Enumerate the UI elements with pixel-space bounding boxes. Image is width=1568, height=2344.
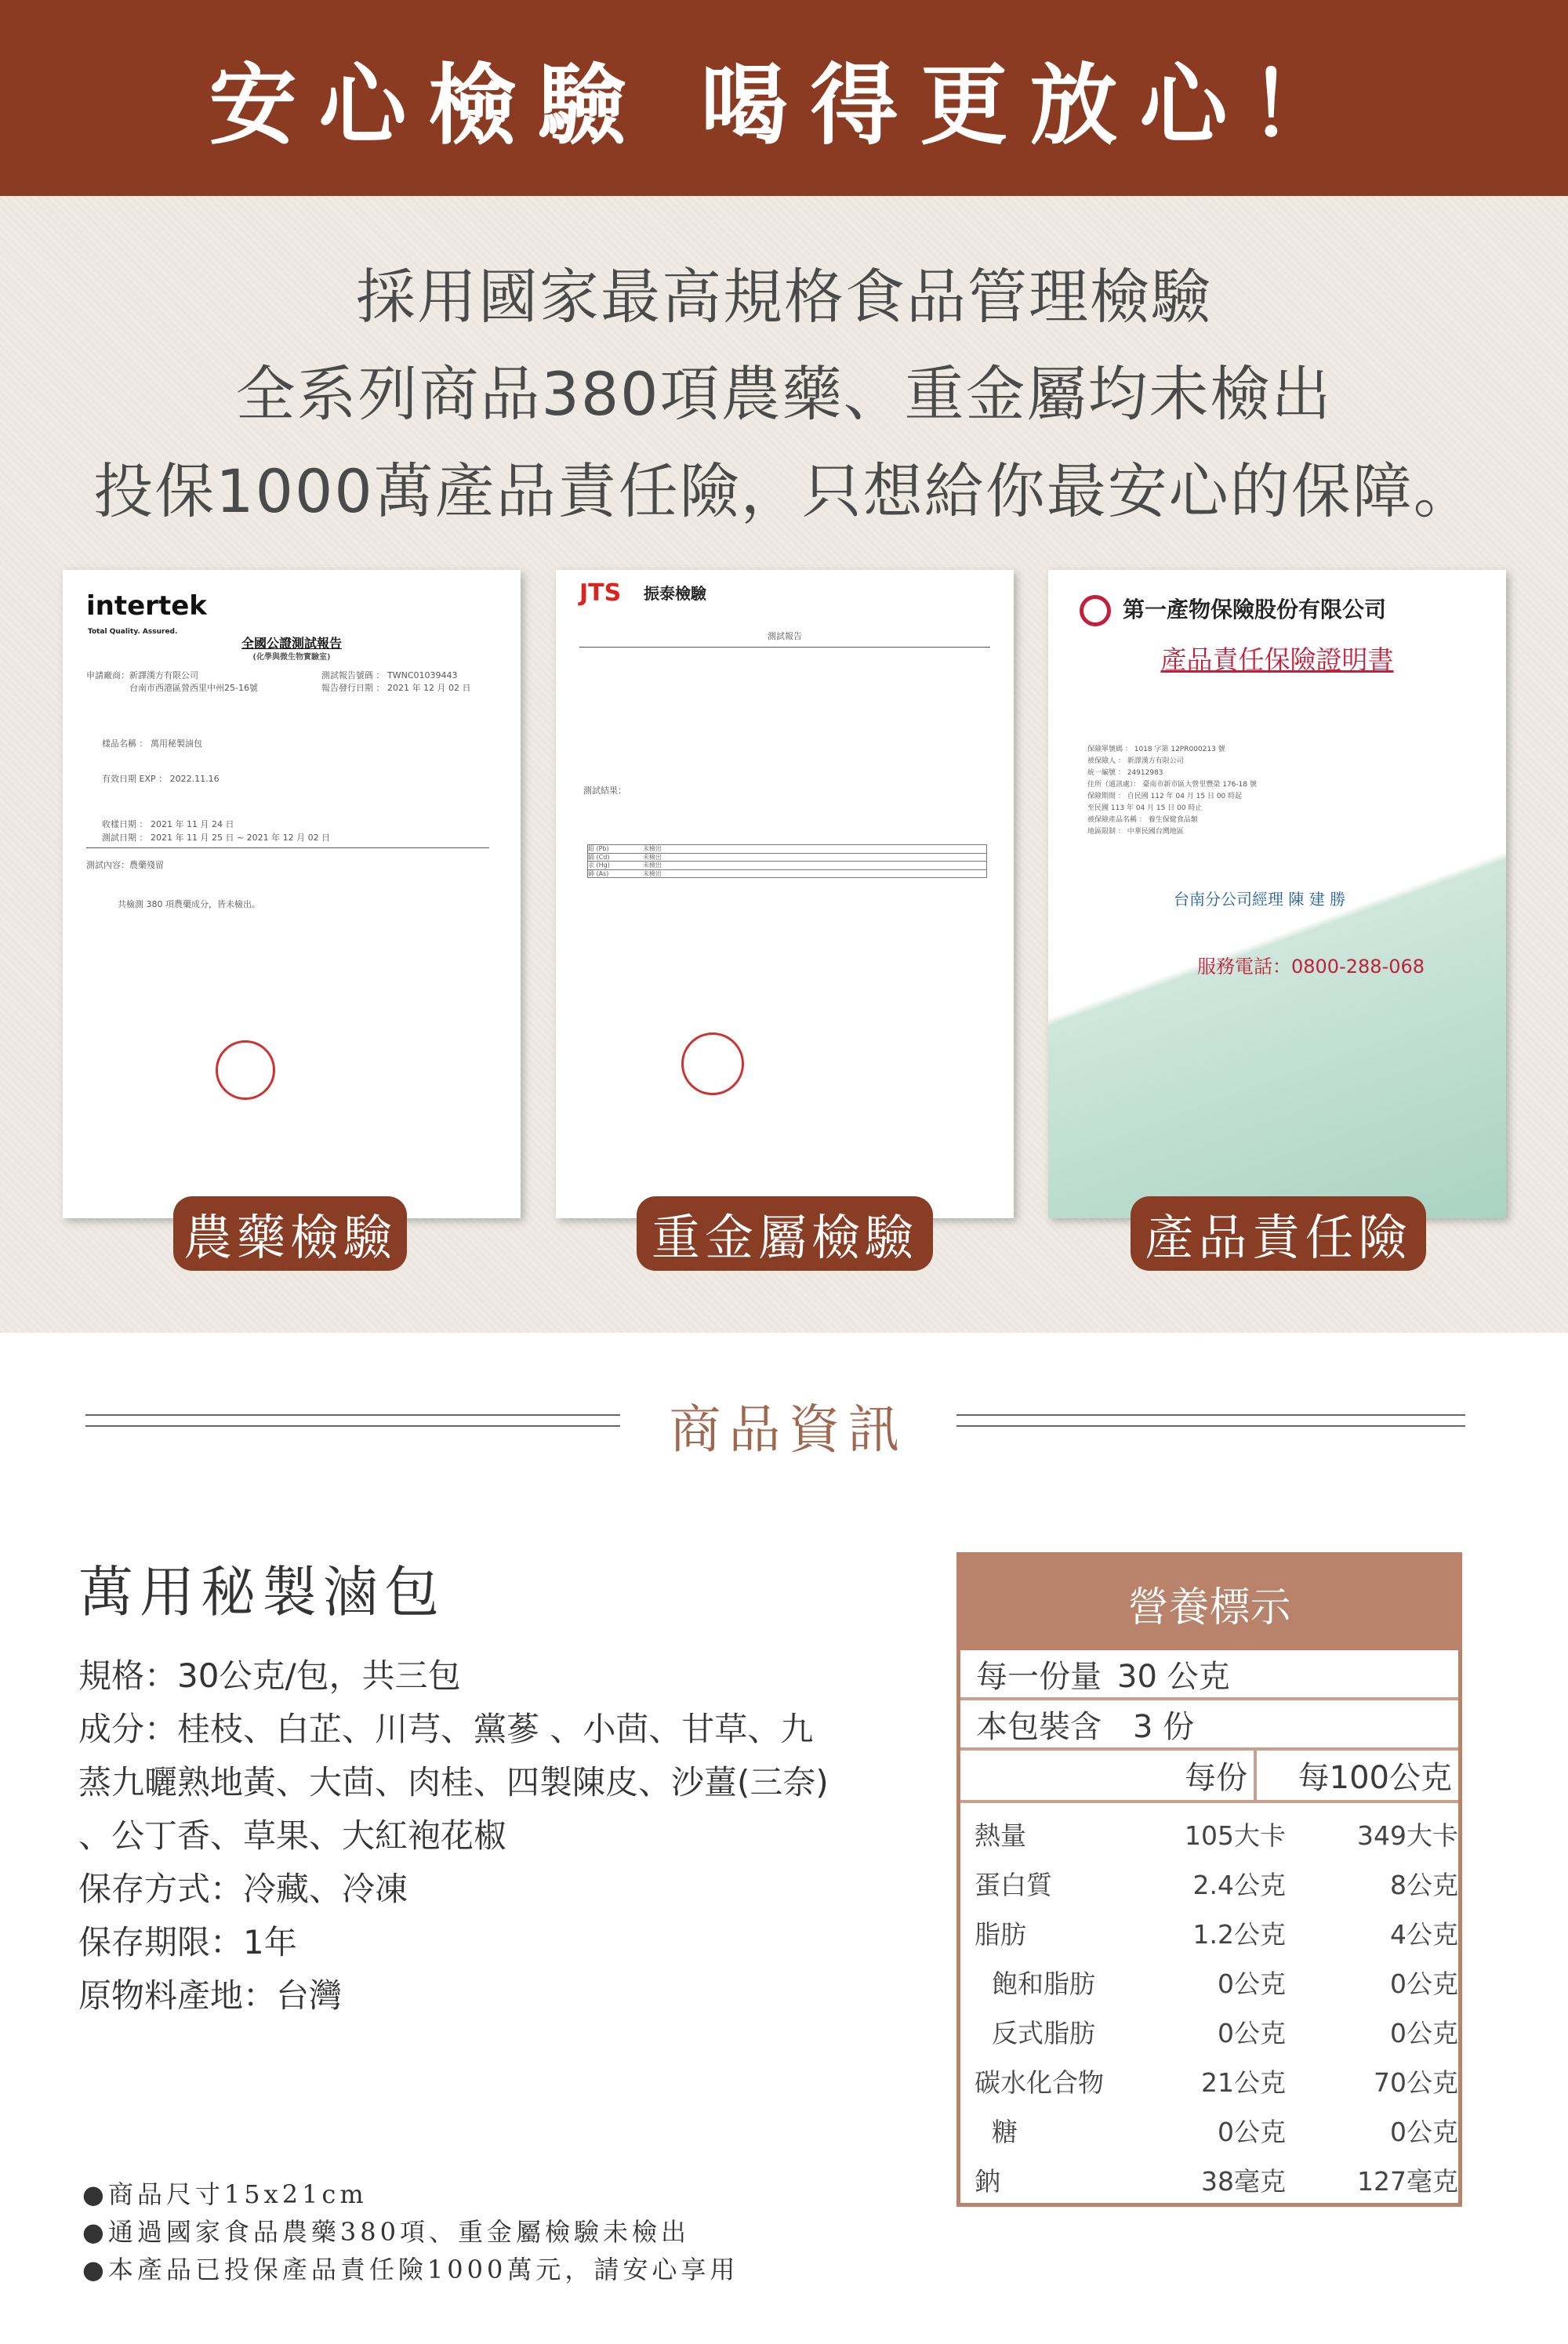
nutrition-column-headers bbox=[960, 1751, 1458, 1803]
insured-product: 被保險產品名稱 ： 養生保健食品類 bbox=[1087, 816, 1198, 824]
nutrition-row bbox=[960, 1859, 1458, 1908]
per-100g-value: 349大卡 bbox=[1357, 1820, 1458, 1851]
policy-details bbox=[1087, 744, 1257, 838]
seal-stamp bbox=[681, 1032, 744, 1095]
issue-date: 報告發行日期 ： 2021 年 12 月 02 日 bbox=[321, 683, 471, 693]
spec-shelf-life: 保存期限：1年 bbox=[78, 1923, 297, 1961]
jts-company: 振泰檢驗 bbox=[644, 584, 706, 603]
nutrient-name: 鈉 bbox=[975, 2166, 1000, 2197]
nutrition-row bbox=[960, 2056, 1458, 2106]
serving-size-row bbox=[960, 1650, 1458, 1700]
pack-value: 3 份 bbox=[1133, 1708, 1195, 1745]
bullet-size: ●商品尺寸15x21cm bbox=[82, 2179, 368, 2209]
nutrient-name: 脂肪 bbox=[975, 1919, 1026, 1950]
logo-tagline: Total Quality. Assured. bbox=[88, 628, 178, 636]
nutrition-row bbox=[960, 2106, 1458, 2155]
per-100g-value: 127毫克 bbox=[1357, 2166, 1458, 2197]
spec-ingredients-cont: 、公丁香、草果、大紅袍花椒 bbox=[78, 1816, 507, 1855]
spec-storage: 保存方式：冷藏、冷凍 bbox=[78, 1870, 408, 1908]
test-content: 測試內容：農藥殘留 bbox=[86, 860, 164, 870]
results-label: 測試結果： bbox=[583, 786, 626, 796]
claim-1: 採用國家最高規格食品管理檢驗 bbox=[356, 262, 1212, 332]
serving-value: 30 公克 bbox=[1117, 1658, 1230, 1695]
period-start: 保險期間 ： 自民國 112 年 04 月 15 日 00 時起 bbox=[1087, 793, 1243, 800]
pack-label: 本包裝含 bbox=[976, 1708, 1102, 1745]
jts-logo: JTS bbox=[579, 579, 622, 607]
nutrition-table bbox=[956, 1552, 1462, 2207]
per-serving-value: 38毫克 bbox=[1201, 2166, 1286, 2197]
per-serving-value: 2.4公克 bbox=[1192, 1870, 1286, 1900]
nutrient-name: 糖 bbox=[992, 2117, 1018, 2147]
applicant: 申請廠商：新譯漢方有限公司 bbox=[86, 670, 198, 680]
per-serving-value: 21公克 bbox=[1201, 2067, 1286, 2098]
seal-stamp bbox=[216, 1040, 275, 1100]
nutrition-row bbox=[960, 2007, 1458, 2056]
manager-signature: 台南分公司經理 陳 建 勝 bbox=[1174, 890, 1346, 909]
certificate-title: 產品責任保險證明書 bbox=[1160, 644, 1394, 675]
insurer-name: 第一產物保險股份有限公司 bbox=[1123, 597, 1387, 622]
nutrition-row bbox=[960, 2155, 1458, 2204]
claim-2: 全系列商品380項農藥、重金屬均未檢出 bbox=[235, 359, 1333, 429]
insured: 被保險人 ： 新譯漢方有限公司 bbox=[1087, 757, 1184, 765]
bullet-insured: ●本產品已投保產品責任險1000萬元，請安心享用 bbox=[82, 2255, 739, 2284]
claim-3: 投保1000萬產品責任險，只想給你最安心的保障。 bbox=[93, 456, 1475, 526]
intertek-logo: intertek bbox=[86, 590, 207, 622]
product-specs bbox=[78, 1649, 941, 2023]
per-100g-value: 70公克 bbox=[1374, 2067, 1458, 2098]
insurance-certificate bbox=[1048, 570, 1506, 1218]
badge-heavy-metal: 重金屬檢驗 bbox=[637, 1196, 933, 1271]
insured-address: 住所（通訊處）： 臺南市新市區大營里豐榮 176-18 號 bbox=[1087, 781, 1257, 789]
nutrition-row bbox=[960, 1809, 1458, 1859]
spec-origin: 原物料產地：台灣 bbox=[78, 1976, 343, 2015]
metal-result: 未檢出 bbox=[643, 845, 662, 852]
per-100g-value: 8公克 bbox=[1390, 1870, 1458, 1900]
report-number: 測試報告號碼 ： TWNC01039443 bbox=[321, 670, 458, 680]
nutrient-name: 蛋白質 bbox=[975, 1870, 1052, 1900]
metal-result: 未檢出 bbox=[643, 869, 662, 877]
per-serving-value: 0公克 bbox=[1218, 1968, 1286, 1999]
per-serving-value: 0公克 bbox=[1218, 2018, 1286, 2048]
insurer-logo-icon bbox=[1080, 595, 1111, 626]
period-end: 至民國 113 年 04 月 15 日 00 時止 bbox=[1087, 804, 1203, 812]
bullet-tested: ●通過國家食品農藥380項、重金屬檢驗未檢出 bbox=[82, 2217, 691, 2247]
nutrient-name: 飽和脂肪 bbox=[992, 1968, 1095, 1999]
report-title: 全國公證測試報告 bbox=[241, 636, 342, 651]
divider-right bbox=[956, 1414, 1465, 1427]
policy-number: 保險單號碼 ： 1018 字第 12PR000213 號 bbox=[1087, 746, 1225, 753]
nutrition-rows bbox=[960, 1803, 1458, 2204]
per-100g-value: 0公克 bbox=[1390, 2117, 1458, 2147]
per-serving-value: 0公克 bbox=[1218, 2117, 1286, 2147]
report-subtitle: (化學與微生物實驗室) bbox=[252, 653, 331, 662]
product-title: 萬用秘製滷包 bbox=[78, 1560, 445, 1624]
serving-label: 每一份量 bbox=[976, 1658, 1102, 1695]
per-100g-value: 0公克 bbox=[1390, 1968, 1458, 1999]
spec-ingredients: 成分：桂枝、白芷、川芎、黨蔘 、小茴、甘草、九 bbox=[78, 1710, 814, 1748]
servings-per-pack-row bbox=[960, 1700, 1458, 1751]
metal-result: 未檢出 bbox=[643, 862, 662, 869]
nutrition-row bbox=[960, 1908, 1458, 1958]
test-date: 測試日期 ： 2021 年 11 月 25 日 ~ 2021 年 12 月 02 日 bbox=[102, 833, 331, 843]
sample-name: 樣品名稱 ： 萬用秘製滷包 bbox=[102, 738, 202, 749]
receive-date: 收樣日期 ： 2021 年 11 月 24 日 bbox=[102, 819, 234, 829]
per-serving-value: 105大卡 bbox=[1185, 1820, 1286, 1851]
heavy-metal-report bbox=[556, 570, 1014, 1218]
metal-name: 汞 (Hg) bbox=[588, 862, 610, 869]
test-result: 共檢測 380 項農藥成分，皆未檢出。 bbox=[118, 899, 260, 909]
nutrition-row bbox=[960, 1958, 1458, 2007]
metal-name: 鎘 (Cd) bbox=[588, 853, 610, 861]
tax-id: 統一編號 ： 24912983 bbox=[1087, 769, 1163, 777]
spec-size: 規格：30公克/包，共三包 bbox=[78, 1656, 461, 1695]
region: 地區限制 ： 中華民國台灣地區 bbox=[1087, 828, 1184, 836]
col-per-serving: 每份 bbox=[960, 1751, 1257, 1800]
col-per-100g: 每100公克 bbox=[1298, 1760, 1452, 1796]
pesticide-report bbox=[63, 570, 521, 1218]
top-banner bbox=[0, 0, 1568, 196]
banner-title: 安心檢驗 喝得更放心！ bbox=[209, 53, 1359, 157]
divider-left bbox=[85, 1414, 620, 1427]
per-serving-value: 1.2公克 bbox=[1192, 1919, 1286, 1950]
metal-result: 未檢出 bbox=[643, 853, 662, 861]
address: 台南市西港區營西里中州25-16號 bbox=[129, 683, 258, 693]
nutrient-name: 熱量 bbox=[975, 1820, 1026, 1851]
service-phone: 服務電話：0800-288-068 bbox=[1197, 956, 1425, 978]
nutrient-name: 碳水化合物 bbox=[975, 2067, 1104, 2098]
metal-name: 鉛 (Pb) bbox=[588, 845, 609, 852]
nutrient-name: 反式脂肪 bbox=[992, 2018, 1095, 2048]
nutrition-title: 營養標示 bbox=[960, 1556, 1458, 1650]
metal-name: 砷 (As) bbox=[588, 869, 609, 877]
per-100g-value: 4公克 bbox=[1390, 1919, 1458, 1950]
badge-pesticide: 農藥檢驗 bbox=[173, 1196, 407, 1271]
spec-ingredients-cont: 蒸九曬熟地黃、大茴、肉桂、四製陳皮、沙薑(三奈) bbox=[78, 1763, 829, 1802]
per-100g-value: 0公克 bbox=[1390, 2018, 1458, 2048]
section-title: 商品資訊 bbox=[669, 1399, 908, 1460]
badge-liability: 產品責任險 bbox=[1131, 1196, 1426, 1271]
report-title: 測試報告 bbox=[768, 631, 802, 641]
results-table bbox=[587, 844, 987, 878]
exp-date: 有效日期 EXP ： 2022.11.16 bbox=[102, 774, 220, 784]
